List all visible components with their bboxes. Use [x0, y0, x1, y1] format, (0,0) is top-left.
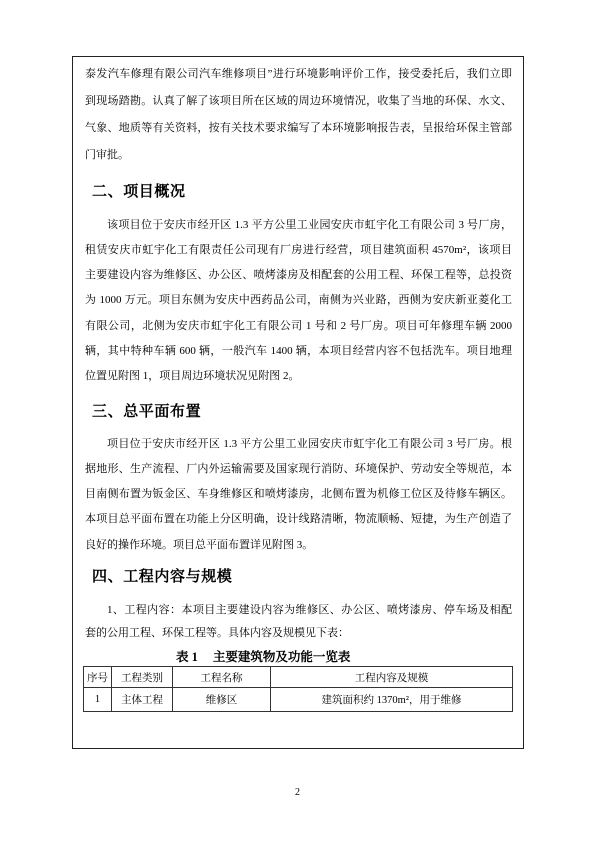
text-line: 租赁安庆市虹宇化工有限责任公司现有厂房进行经营，项目建筑面积 4570m²，该项目	[85, 243, 512, 256]
text-line: 为 1000 万元。项目东侧为安庆中西药品公司，南侧为兴业路，西侧为安庆新亚菱化工	[85, 294, 512, 307]
text-line: 项目位于安庆市经开区 1.3 平方公里工业园安庆市虹宇化工有限公司 3 号厂房。根	[107, 437, 512, 450]
text-line: 有限公司，北侧为安庆市虹宇化工有限公司 1 号和 2 号厂房。项目可年修理车辆 2000	[85, 319, 512, 332]
section-heading-project-overview: 二、项目概况	[92, 184, 186, 200]
text-line: 本项目总平面布置在功能上分区明确，设计线路清晰，物流顺畅、短捷，为生产创造了	[85, 513, 512, 526]
text-line: 套的公用工程、环保工程等。具体内容及规模见下表：	[85, 626, 349, 639]
table-header-cell: 工程名称	[173, 667, 271, 688]
table-caption-number: 表 1	[176, 650, 198, 664]
table-row	[84, 688, 513, 712]
table-cell: 建筑面积约 1370m²，用于维修	[271, 688, 513, 712]
project-overview-paragraph	[85, 213, 512, 390]
page-number: 2	[295, 787, 300, 798]
text-line: 到现场踏勘。认真了解了该项目所在区域的周边环境情况，收集了当地的环保、水文、	[85, 94, 512, 107]
site-layout-paragraph	[85, 432, 512, 558]
text-line: 良好的操作环境。项目总平面布置详见附图 3。	[85, 538, 314, 551]
text-line: 泰发汽车修理有限公司汽车维修项目”进行环境影响评价工作，接受委托后，我们立即	[85, 67, 512, 80]
intro-paragraph	[85, 61, 512, 169]
table-caption	[176, 649, 350, 665]
table-header-row	[84, 667, 513, 688]
table-cell: 1	[84, 688, 112, 712]
table-cell: 主体工程	[112, 688, 173, 712]
scope-paragraph	[85, 599, 512, 645]
table-cell: 维修区	[173, 688, 271, 712]
text-line: 主要建设内容为维修区、办公区、喷烤漆房及相配套的公用工程、环保工程等，总投资	[85, 269, 512, 282]
table-caption-title: 主要建筑物及功能一览表	[212, 650, 351, 664]
table-header-cell: 序号	[84, 667, 112, 688]
text-line: 辆，其中特种车辆 600 辆，一般汽车 1400 辆，本项目经营内容不包括洗车。项目地理	[85, 344, 512, 357]
text-line: 该项目位于安庆市经开区 1.3 平方公里工业园安庆市虹宇化工有限公司 3 号厂房，	[107, 218, 512, 231]
text-line: 位置见附图 1，项目周边环境状况见附图 2。	[85, 370, 300, 383]
buildings-table	[83, 666, 513, 712]
text-line: 门审批。	[85, 148, 129, 161]
text-line: 目南侧布置为钣金区、车身维修区和喷烤漆房，北侧布置为机修工位区及待修车辆区。	[85, 488, 512, 501]
table-header-cell: 工程类别	[112, 667, 173, 688]
table-header-cell: 工程内容及规模	[271, 667, 513, 688]
section-heading-site-layout: 三、总平面布置	[92, 404, 202, 420]
section-heading-scope: 四、工程内容与规模	[92, 569, 233, 585]
text-line: 气象、地质等有关资料，按有关技术要求编写了本环境影响报告表，呈报给环保主管部	[85, 121, 512, 134]
text-line: 1、工程内容：本项目主要建设内容为维修区、办公区、喷烤漆房、停车场及相配	[107, 603, 512, 616]
text-line: 据地形、生产流程、厂内外运输需要及国家现行消防、环境保护、劳动安全等规范，本	[85, 462, 512, 475]
